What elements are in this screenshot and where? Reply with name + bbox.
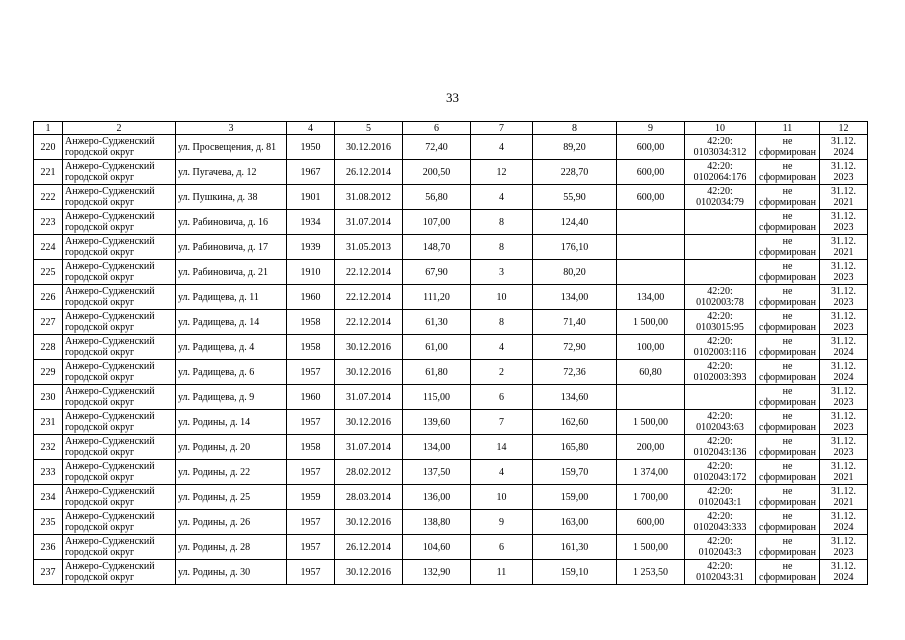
area-cell: 200,50	[403, 160, 471, 185]
municipality-cell: Анжеро-Судженский городской округ	[63, 385, 176, 410]
column-number-header: 3	[176, 122, 287, 135]
date-cell: 26.12.2014	[335, 535, 403, 560]
total-area-cell: 162,60	[533, 410, 617, 435]
date-cell: 22.12.2014	[335, 260, 403, 285]
cadastral-number-cell	[685, 210, 756, 235]
area-cell: 61,80	[403, 360, 471, 385]
address-cell: ул. Просвещения, д. 81	[176, 135, 287, 160]
table-row	[34, 285, 868, 310]
residents-cell: 7	[471, 410, 533, 435]
row-index-cell: 226	[34, 285, 63, 310]
row-index-cell: 236	[34, 535, 63, 560]
date-cell: 31.08.2012	[335, 185, 403, 210]
residents-cell: 12	[471, 160, 533, 185]
row-index-cell: 232	[34, 435, 63, 460]
deadline-cell: 31.12. 2024	[820, 510, 868, 535]
residents-cell: 4	[471, 135, 533, 160]
column-number-header: 9	[617, 122, 685, 135]
year-built-cell: 1957	[287, 535, 335, 560]
area-cell: 104,60	[403, 535, 471, 560]
land-area-cell: 1 500,00	[617, 410, 685, 435]
area-cell: 56,80	[403, 185, 471, 210]
deadline-cell: 31.12. 2024	[820, 135, 868, 160]
date-cell: 30.12.2016	[335, 360, 403, 385]
column-number-header: 4	[287, 122, 335, 135]
municipality-cell: Анжеро-Судженский городской округ	[63, 185, 176, 210]
residents-cell: 4	[471, 460, 533, 485]
table-row	[34, 310, 868, 335]
year-built-cell: 1934	[287, 210, 335, 235]
deadline-cell: 31.12. 2023	[820, 310, 868, 335]
table-row	[34, 335, 868, 360]
year-built-cell: 1939	[287, 235, 335, 260]
municipality-cell: Анжеро-Судженский городской округ	[63, 510, 176, 535]
year-built-cell: 1957	[287, 460, 335, 485]
municipality-cell: Анжеро-Судженский городской округ	[63, 535, 176, 560]
land-area-cell	[617, 385, 685, 410]
total-area-cell: 159,70	[533, 460, 617, 485]
row-index-cell: 230	[34, 385, 63, 410]
column-number-header: 5	[335, 122, 403, 135]
total-area-cell: 159,00	[533, 485, 617, 510]
residents-cell: 4	[471, 185, 533, 210]
cadastral-number-cell: 42:20: 0102003:78	[685, 285, 756, 310]
cadastral-number-cell: 42:20: 0102034:79	[685, 185, 756, 210]
cadastral-number-cell: 42:20: 0102043:31	[685, 560, 756, 585]
date-cell: 31.05.2013	[335, 235, 403, 260]
cadastral-number-cell: 42:20: 0102043:3	[685, 535, 756, 560]
municipality-cell: Анжеро-Судженский городской округ	[63, 435, 176, 460]
address-cell: ул. Пушкина, д. 38	[176, 185, 287, 210]
land-area-cell: 600,00	[617, 510, 685, 535]
deadline-cell: 31.12. 2021	[820, 460, 868, 485]
table-body	[34, 122, 868, 585]
table-row	[34, 235, 868, 260]
land-area-cell: 1 253,50	[617, 560, 685, 585]
municipality-cell: Анжеро-Судженский городской округ	[63, 260, 176, 285]
cadastral-number-cell	[685, 235, 756, 260]
year-built-cell: 1958	[287, 310, 335, 335]
residents-cell: 3	[471, 260, 533, 285]
cadastral-number-cell: 42:20: 0102043:136	[685, 435, 756, 460]
address-cell: ул. Радищева, д. 9	[176, 385, 287, 410]
row-index-cell: 227	[34, 310, 63, 335]
deadline-cell: 31.12. 2023	[820, 535, 868, 560]
residents-cell: 10	[471, 285, 533, 310]
area-cell: 115,00	[403, 385, 471, 410]
status-cell: не сформирован	[756, 485, 820, 510]
land-area-cell: 600,00	[617, 135, 685, 160]
table-row	[34, 185, 868, 210]
deadline-cell: 31.12. 2023	[820, 385, 868, 410]
status-cell: не сформирован	[756, 135, 820, 160]
area-cell: 134,00	[403, 435, 471, 460]
address-cell: ул. Радищева, д. 11	[176, 285, 287, 310]
date-cell: 30.12.2016	[335, 335, 403, 360]
deadline-cell: 31.12. 2023	[820, 285, 868, 310]
deadline-cell: 31.12. 2024	[820, 560, 868, 585]
area-cell: 138,80	[403, 510, 471, 535]
cadastral-number-cell	[685, 385, 756, 410]
residents-cell: 8	[471, 210, 533, 235]
area-cell: 61,00	[403, 335, 471, 360]
table-row	[34, 535, 868, 560]
cadastral-number-cell: 42:20: 0103015:95	[685, 310, 756, 335]
cadastral-number-cell: 42:20: 0102043:63	[685, 410, 756, 435]
table-row	[34, 135, 868, 160]
date-cell: 22.12.2014	[335, 285, 403, 310]
row-index-cell: 233	[34, 460, 63, 485]
row-index-cell: 221	[34, 160, 63, 185]
year-built-cell: 1958	[287, 335, 335, 360]
address-cell: ул. Родины, д. 14	[176, 410, 287, 435]
deadline-cell: 31.12. 2021	[820, 185, 868, 210]
status-cell: не сформирован	[756, 235, 820, 260]
land-area-cell: 134,00	[617, 285, 685, 310]
page-number: 33	[446, 90, 459, 105]
address-cell: ул. Рабиновича, д. 16	[176, 210, 287, 235]
table-row	[34, 435, 868, 460]
date-cell: 30.12.2016	[335, 135, 403, 160]
area-cell: 137,50	[403, 460, 471, 485]
address-cell: ул. Родины, д. 30	[176, 560, 287, 585]
total-area-cell: 176,10	[533, 235, 617, 260]
table-row	[34, 460, 868, 485]
total-area-cell: 55,90	[533, 185, 617, 210]
area-cell: 111,20	[403, 285, 471, 310]
status-cell: не сформирован	[756, 460, 820, 485]
deadline-cell: 31.12. 2021	[820, 485, 868, 510]
year-built-cell: 1958	[287, 435, 335, 460]
status-cell: не сформирован	[756, 360, 820, 385]
municipality-cell: Анжеро-Судженский городской округ	[63, 485, 176, 510]
land-area-cell	[617, 260, 685, 285]
residents-cell: 9	[471, 510, 533, 535]
table-header-row	[34, 122, 868, 135]
address-cell: ул. Рабиновича, д. 21	[176, 260, 287, 285]
year-built-cell: 1910	[287, 260, 335, 285]
total-area-cell: 165,80	[533, 435, 617, 460]
column-number-header: 2	[63, 122, 176, 135]
year-built-cell: 1967	[287, 160, 335, 185]
land-area-cell: 1 500,00	[617, 535, 685, 560]
total-area-cell: 71,40	[533, 310, 617, 335]
address-cell: ул. Родины, д. 22	[176, 460, 287, 485]
year-built-cell: 1959	[287, 485, 335, 510]
date-cell: 28.02.2012	[335, 460, 403, 485]
table-row	[34, 485, 868, 510]
address-cell: ул. Родины, д. 25	[176, 485, 287, 510]
total-area-cell: 163,00	[533, 510, 617, 535]
municipality-cell: Анжеро-Судженский городской округ	[63, 460, 176, 485]
cadastral-number-cell: 42:20: 0102003:116	[685, 335, 756, 360]
total-area-cell: 134,00	[533, 285, 617, 310]
land-area-cell: 600,00	[617, 160, 685, 185]
deadline-cell: 31.12. 2023	[820, 260, 868, 285]
cadastral-number-cell: 42:20: 0102043:333	[685, 510, 756, 535]
municipality-cell: Анжеро-Судженский городской округ	[63, 360, 176, 385]
deadline-cell: 31.12. 2024	[820, 360, 868, 385]
date-cell: 31.07.2014	[335, 385, 403, 410]
municipality-cell: Анжеро-Судженский городской округ	[63, 410, 176, 435]
row-index-cell: 234	[34, 485, 63, 510]
area-cell: 132,90	[403, 560, 471, 585]
year-built-cell: 1957	[287, 560, 335, 585]
area-cell: 139,60	[403, 410, 471, 435]
cadastral-number-cell: 42:20: 0102043:172	[685, 460, 756, 485]
column-number-header: 11	[756, 122, 820, 135]
year-built-cell: 1960	[287, 385, 335, 410]
area-cell: 72,40	[403, 135, 471, 160]
land-area-cell: 100,00	[617, 335, 685, 360]
area-cell: 136,00	[403, 485, 471, 510]
deadline-cell: 31.12. 2023	[820, 160, 868, 185]
total-area-cell: 124,40	[533, 210, 617, 235]
year-built-cell: 1960	[287, 285, 335, 310]
row-index-cell: 231	[34, 410, 63, 435]
land-area-cell: 1 500,00	[617, 310, 685, 335]
row-index-cell: 225	[34, 260, 63, 285]
address-cell: ул. Радищева, д. 6	[176, 360, 287, 385]
total-area-cell: 80,20	[533, 260, 617, 285]
total-area-cell: 72,36	[533, 360, 617, 385]
address-cell: ул. Родины, д. 26	[176, 510, 287, 535]
column-number-header: 7	[471, 122, 533, 135]
row-index-cell: 220	[34, 135, 63, 160]
residents-cell: 6	[471, 385, 533, 410]
date-cell: 28.03.2014	[335, 485, 403, 510]
row-index-cell: 228	[34, 335, 63, 360]
total-area-cell: 161,30	[533, 535, 617, 560]
status-cell: не сформирован	[756, 285, 820, 310]
row-index-cell: 224	[34, 235, 63, 260]
status-cell: не сформирован	[756, 535, 820, 560]
municipality-cell: Анжеро-Судженский городской округ	[63, 210, 176, 235]
area-cell: 148,70	[403, 235, 471, 260]
table-row	[34, 360, 868, 385]
land-area-cell: 600,00	[617, 185, 685, 210]
area-cell: 107,00	[403, 210, 471, 235]
land-area-cell: 60,80	[617, 360, 685, 385]
date-cell: 30.12.2016	[335, 410, 403, 435]
column-number-header: 12	[820, 122, 868, 135]
residents-cell: 8	[471, 235, 533, 260]
total-area-cell: 159,10	[533, 560, 617, 585]
status-cell: не сформирован	[756, 385, 820, 410]
municipality-cell: Анжеро-Судженский городской округ	[63, 135, 176, 160]
cadastral-number-cell	[685, 260, 756, 285]
residents-cell: 14	[471, 435, 533, 460]
date-cell: 31.07.2014	[335, 210, 403, 235]
cadastral-number-cell: 42:20: 0102043:1	[685, 485, 756, 510]
residents-cell: 4	[471, 335, 533, 360]
municipality-cell: Анжеро-Судженский городской округ	[63, 160, 176, 185]
deadline-cell: 31.12. 2023	[820, 435, 868, 460]
address-cell: ул. Рабиновича, д. 17	[176, 235, 287, 260]
address-cell: ул. Пугачева, д. 12	[176, 160, 287, 185]
column-number-header: 6	[403, 122, 471, 135]
land-area-cell	[617, 210, 685, 235]
date-cell: 22.12.2014	[335, 310, 403, 335]
total-area-cell: 228,70	[533, 160, 617, 185]
residents-cell: 11	[471, 560, 533, 585]
address-cell: ул. Радищева, д. 14	[176, 310, 287, 335]
status-cell: не сформирован	[756, 510, 820, 535]
row-index-cell: 235	[34, 510, 63, 535]
status-cell: не сформирован	[756, 310, 820, 335]
row-index-cell: 237	[34, 560, 63, 585]
cadastral-number-cell: 42:20: 0102064:176	[685, 160, 756, 185]
status-cell: не сформирован	[756, 185, 820, 210]
residents-cell: 2	[471, 360, 533, 385]
column-number-header: 1	[34, 122, 63, 135]
table-row	[34, 210, 868, 235]
row-index-cell: 222	[34, 185, 63, 210]
address-cell: ул. Радищева, д. 4	[176, 335, 287, 360]
total-area-cell: 89,20	[533, 135, 617, 160]
date-cell: 30.12.2016	[335, 510, 403, 535]
status-cell: не сформирован	[756, 335, 820, 360]
municipality-cell: Анжеро-Судженский городской округ	[63, 310, 176, 335]
year-built-cell: 1950	[287, 135, 335, 160]
date-cell: 26.12.2014	[335, 160, 403, 185]
land-area-cell	[617, 235, 685, 260]
status-cell: не сформирован	[756, 260, 820, 285]
land-area-cell: 1 700,00	[617, 485, 685, 510]
status-cell: не сформирован	[756, 160, 820, 185]
table-row	[34, 160, 868, 185]
area-cell: 67,90	[403, 260, 471, 285]
row-index-cell: 223	[34, 210, 63, 235]
status-cell: не сформирован	[756, 410, 820, 435]
municipality-cell: Анжеро-Судженский городской округ	[63, 335, 176, 360]
municipality-cell: Анжеро-Судженский городской округ	[63, 285, 176, 310]
municipality-cell: Анжеро-Судженский городской округ	[63, 235, 176, 260]
land-area-cell: 1 374,00	[617, 460, 685, 485]
address-cell: ул. Родины, д. 20	[176, 435, 287, 460]
area-cell: 61,30	[403, 310, 471, 335]
municipality-cell: Анжеро-Судженский городской округ	[63, 560, 176, 585]
year-built-cell: 1957	[287, 510, 335, 535]
table-row	[34, 260, 868, 285]
deadline-cell: 31.12. 2023	[820, 210, 868, 235]
residents-cell: 6	[471, 535, 533, 560]
year-built-cell: 1901	[287, 185, 335, 210]
housing-table	[33, 121, 868, 585]
column-number-header: 10	[685, 122, 756, 135]
total-area-cell: 134,60	[533, 385, 617, 410]
status-cell: не сформирован	[756, 210, 820, 235]
date-cell: 30.12.2016	[335, 560, 403, 585]
cadastral-number-cell: 42:20: 0103034:312	[685, 135, 756, 160]
year-built-cell: 1957	[287, 410, 335, 435]
column-number-header: 8	[533, 122, 617, 135]
residents-cell: 10	[471, 485, 533, 510]
table-row	[34, 410, 868, 435]
year-built-cell: 1957	[287, 360, 335, 385]
address-cell: ул. Родины, д. 28	[176, 535, 287, 560]
deadline-cell: 31.12. 2023	[820, 410, 868, 435]
land-area-cell: 200,00	[617, 435, 685, 460]
table-row	[34, 560, 868, 585]
status-cell: не сформирован	[756, 560, 820, 585]
total-area-cell: 72,90	[533, 335, 617, 360]
residents-cell: 8	[471, 310, 533, 335]
deadline-cell: 31.12. 2024	[820, 335, 868, 360]
date-cell: 31.07.2014	[335, 435, 403, 460]
table-row	[34, 510, 868, 535]
cadastral-number-cell: 42:20: 0102003:393	[685, 360, 756, 385]
deadline-cell: 31.12. 2021	[820, 235, 868, 260]
table-row	[34, 385, 868, 410]
status-cell: не сформирован	[756, 435, 820, 460]
row-index-cell: 229	[34, 360, 63, 385]
